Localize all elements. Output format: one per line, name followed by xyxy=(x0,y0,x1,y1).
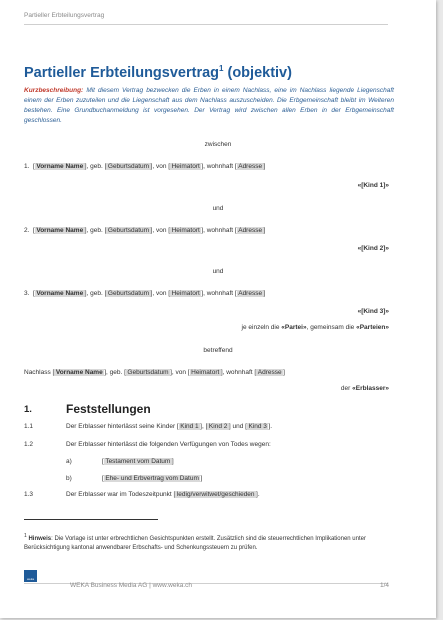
origin-placeholder[interactable]: Heimatort xyxy=(171,163,200,170)
party-line-3: 3. [ Vorname Name ], geb. [ Geburtsdatum ], von [ Heimatort ], wohnhaft [ Adresse ] xyxy=(24,290,266,297)
running-header: Partieller Erbteilungsvertrag xyxy=(24,12,105,19)
erblasser-pre: der xyxy=(340,385,351,392)
und-text: und xyxy=(232,423,244,430)
footnote xyxy=(24,532,394,553)
partei-mid: , gemeinsam die xyxy=(306,324,355,331)
birthdate-placeholder[interactable]: Geburtsdatum xyxy=(107,290,150,297)
weka-logo: weka xyxy=(24,570,37,582)
footnote-mark: 1 xyxy=(24,533,27,539)
section-title: Feststellungen xyxy=(66,402,151,416)
nachlass-label: Nachlass xyxy=(24,369,51,376)
description-label: Kurzbeschreibung: xyxy=(24,87,84,94)
party-role-3: «[Kind 3]» xyxy=(357,308,389,315)
text-geb: , geb. xyxy=(106,369,123,376)
party-role-1: «[Kind 1]» xyxy=(357,182,389,189)
party-number: 1. xyxy=(24,163,30,170)
origin-placeholder[interactable]: Heimatort xyxy=(191,369,220,376)
text-von: , von xyxy=(152,227,167,234)
partei-pre: je einzeln die xyxy=(241,324,280,331)
item-number: 1.3 xyxy=(24,491,34,498)
description-text: Mit diesem Vertrag bezwecken die Erben in einem Nachlass, eine im Nachlass liegende Liegenschaft einem der Erben zuzuteilen und die Liegenschaft aus dem Nachlass auszuscheiden. Die Erbgemeinschaft bleibt im Weiteren bestehen. Eine Grundbuchanmeldung ist vorgesehen. Der Vertrag wird zwischen allen Erben in der Erbgemeinschaft geschlossen. xyxy=(24,87,394,124)
item-text: Der Erblasser hinterlässt seine Kinder xyxy=(66,423,176,430)
connector-und-2: und xyxy=(212,268,224,275)
name-placeholder[interactable]: Vorname Name xyxy=(36,163,84,170)
partei-line xyxy=(242,324,389,331)
title-text: Partieller Erbteilungsvertrag xyxy=(24,64,220,81)
text-geb: , geb. xyxy=(86,290,103,297)
text-wohnhaft: , wohnhaft xyxy=(203,163,234,170)
ehevertrag-placeholder[interactable]: Ehe- und Erbvertrag vom Datum xyxy=(105,475,199,482)
address-placeholder[interactable]: Adresse xyxy=(257,369,282,376)
header-divider xyxy=(24,24,388,25)
address-placeholder[interactable]: Adresse xyxy=(238,163,263,170)
erblasser-term: «Erblasser» xyxy=(352,385,389,392)
text-wohnhaft: , wohnhaft xyxy=(222,369,253,376)
text-geb: , geb. xyxy=(86,227,103,234)
text-von: , von xyxy=(171,369,186,376)
footnote-label: Hinweis xyxy=(28,536,52,542)
text-von: , von xyxy=(152,290,167,297)
text-von: , von xyxy=(152,163,167,170)
section-number: 1. xyxy=(24,404,32,415)
address-placeholder[interactable]: Adresse xyxy=(238,290,263,297)
title-suffix: (objektiv) xyxy=(227,64,292,81)
kind-1-placeholder[interactable]: Kind 1 xyxy=(180,423,199,430)
short-description xyxy=(24,86,394,126)
title-footnote-ref[interactable]: 1 xyxy=(219,64,224,73)
text-wohnhaft: , wohnhaft xyxy=(203,227,234,234)
party-line-1: 1. [ Vorname Name ], geb. [ Geburtsdatum ], von [ Heimatort ], wohnhaft [ Adresse ] xyxy=(24,163,266,170)
party-line-2: 2. [ Vorname Name ], geb. [ Geburtsdatum ], von [ Heimatort ], wohnhaft [ Adresse ] xyxy=(24,227,266,234)
kind-2-placeholder[interactable]: Kind 2 xyxy=(208,423,228,430)
name-placeholder[interactable]: Vorname Name xyxy=(36,290,84,297)
item-1-3: Der Erblasser war im Todeszeitpunkt [ ledig/verwitwet/geschieden ]. xyxy=(66,491,260,498)
item-1-2: Der Erblasser hinterlässt die folgenden Verfügungen von Todes wegen: xyxy=(66,441,271,448)
item-number: 1.1 xyxy=(24,423,34,430)
footnote-text: : Die Vorlage ist unter erbrechtlichen Gesichtspunkten erstellt. Zusätzlich sind die steuerrechtlichen Implikationen unter Berücksichtigung kantonal anwendbarer Erbschafts- und Schenkungssteuern zu prüfen. xyxy=(24,536,366,551)
footnote-divider xyxy=(24,519,158,520)
kind-3-placeholder[interactable]: Kind 3 xyxy=(248,423,267,430)
page-number: 1/4 xyxy=(379,582,389,589)
subitem-label: b) xyxy=(66,475,72,482)
document-title xyxy=(24,64,292,81)
subitem-b: [ Ehe- und Erbvertrag vom Datum ] xyxy=(102,475,203,482)
testament-placeholder[interactable]: Testament vom Datum xyxy=(105,458,171,465)
comma: , xyxy=(201,423,204,430)
partei-term: «Partei» xyxy=(281,324,307,331)
address-placeholder[interactable]: Adresse xyxy=(238,227,263,234)
period: . xyxy=(257,491,260,498)
connector-betreffend: betreffend xyxy=(203,347,233,354)
origin-placeholder[interactable]: Heimatort xyxy=(171,227,200,234)
party-number: 3. xyxy=(24,290,30,297)
item-text: Der Erblasser war im Todeszeitpunkt xyxy=(66,491,172,498)
item-1-1: Der Erblasser hinterlässt seine Kinder [ Kind 1 ], [ Kind 2 ] und [ Kind 3 ]. xyxy=(66,423,273,430)
nachlass-line: Nachlass [ Vorname Name ], geb. [ Geburtsdatum ], von [ Heimatort ], wohnhaft [ Adresse ] xyxy=(24,369,285,376)
name-placeholder[interactable]: Vorname Name xyxy=(55,369,103,376)
parteien-term: «Parteien» xyxy=(356,324,389,331)
origin-placeholder[interactable]: Heimatort xyxy=(171,290,200,297)
erblasser-line xyxy=(341,385,389,392)
period: . xyxy=(270,423,273,430)
text-geb: , geb. xyxy=(86,163,103,170)
birthdate-placeholder[interactable]: Geburtsdatum xyxy=(107,163,150,170)
birthdate-placeholder[interactable]: Geburtsdatum xyxy=(127,369,169,376)
footer-company[interactable]: WEKA Business Media AG | www.weka.ch xyxy=(70,582,192,589)
party-number: 2. xyxy=(24,227,30,234)
text-wohnhaft: , wohnhaft xyxy=(203,290,234,297)
connector-und-1: und xyxy=(212,205,224,212)
party-role-2: «[Kind 2]» xyxy=(357,245,389,252)
civil-status-placeholder[interactable]: ledig/verwitwet/geschieden xyxy=(176,491,255,498)
birthdate-placeholder[interactable]: Geburtsdatum xyxy=(107,227,150,234)
name-placeholder[interactable]: Vorname Name xyxy=(36,227,84,234)
item-number: 1.2 xyxy=(24,441,34,448)
connector-zwischen: zwischen xyxy=(204,141,232,148)
subitem-a: [ Testament vom Datum ] xyxy=(102,458,174,465)
subitem-label: a) xyxy=(66,458,72,465)
